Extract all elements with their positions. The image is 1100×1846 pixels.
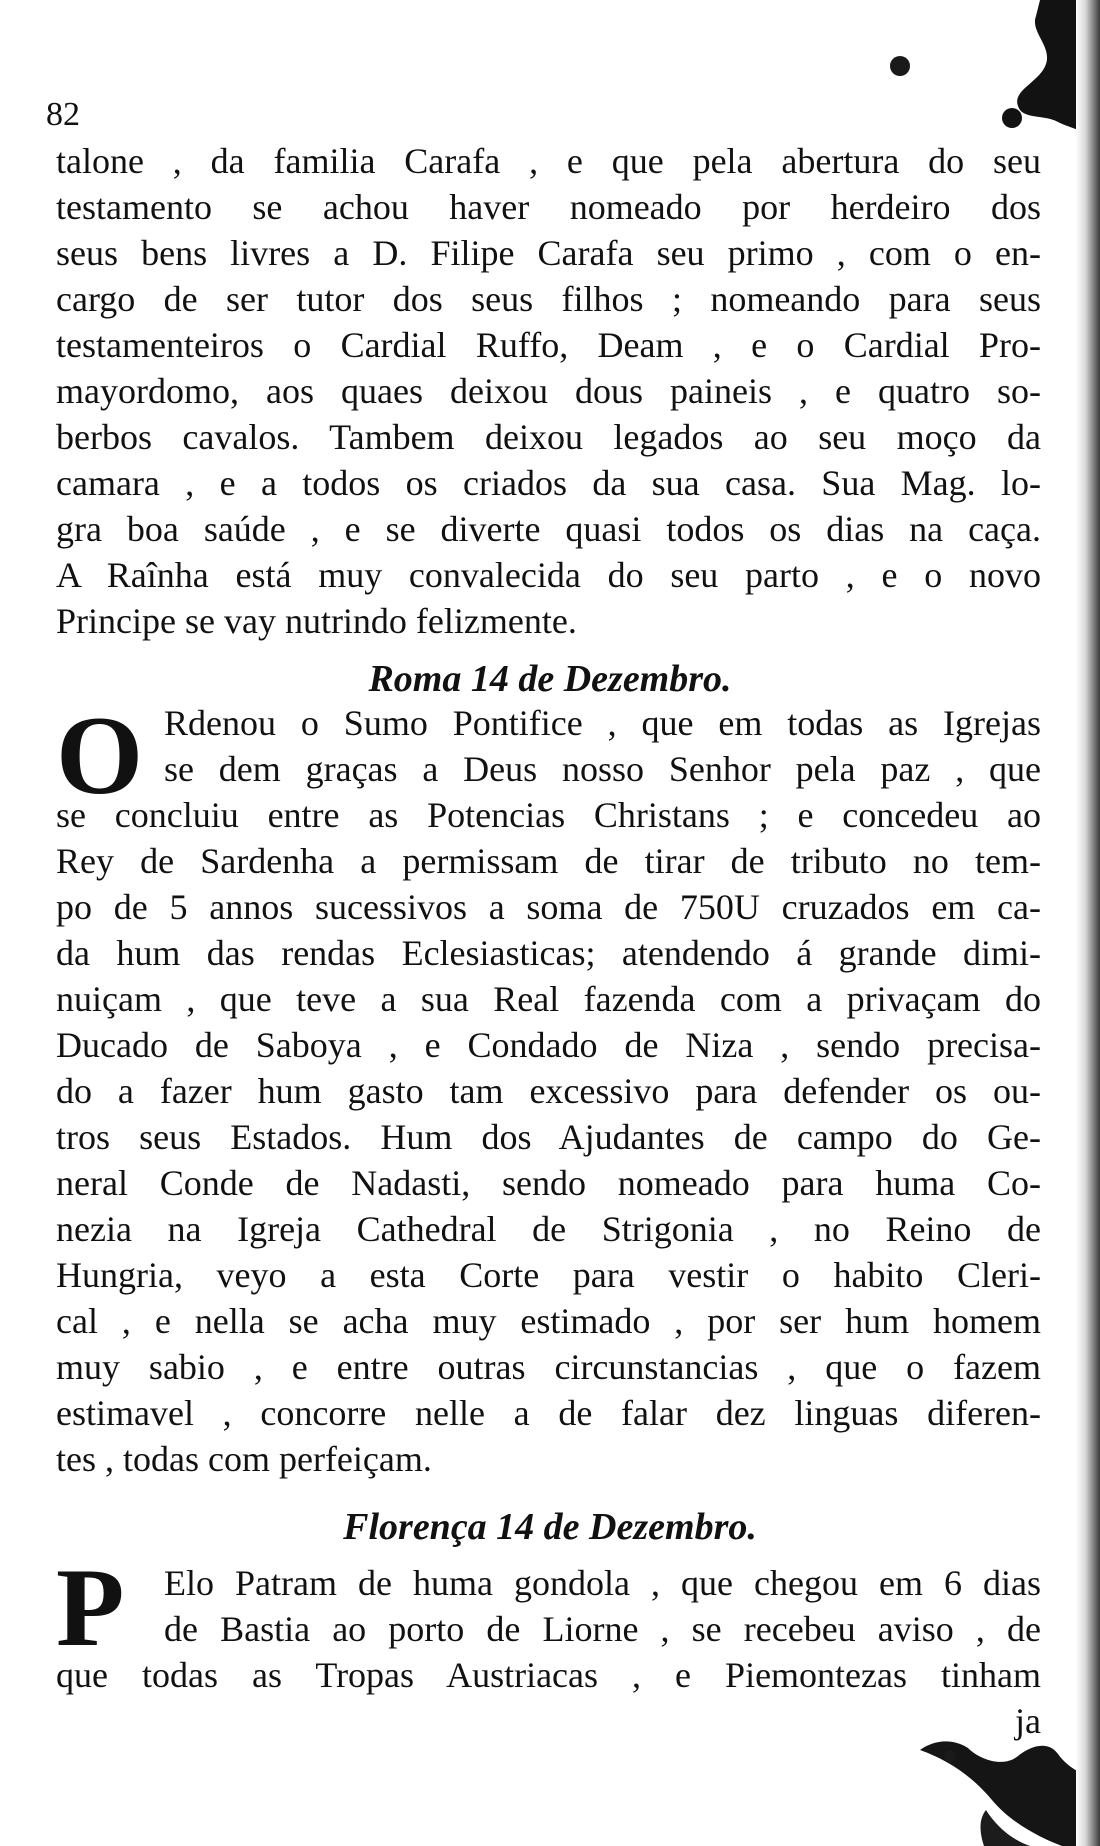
- text-line: Ducado de Saboya , e Condado de Niza , sendo precisa-: [56, 1025, 1041, 1065]
- text-line: cal , e nella se acha muy estimado , por ser hum homem: [56, 1301, 1041, 1341]
- dropcap-p: P: [56, 1546, 125, 1670]
- text-line: gra boa saúde , e se diverte quasi todos os dias na caça.: [56, 509, 1041, 549]
- text-line: cargo de ser tutor dos seus filhos ; nomeando para seus: [56, 279, 1041, 319]
- text-line: que todas as Tropas Austriacas , e Piemontezas tinham: [56, 1655, 1041, 1695]
- text-line: Rdenou o Sumo Pontifice , que em todas as Igrejas: [164, 703, 1041, 743]
- text-line: nuiçam , que teve a sua Real fazenda com a privaçam do: [56, 979, 1041, 1019]
- text-line: mayordomo, aos quaes deixou dous paineis , e quatro so-: [56, 371, 1041, 411]
- text-line: testamento se achou haver nomeado por herdeiro dos: [56, 187, 1041, 227]
- text-line: nezia na Igreja Cathedral de Strigonia , no Reino de: [56, 1209, 1041, 1249]
- paragraph-naples-continuation: [56, 138, 1041, 644]
- heading-florenca-date: Florença 14 de Dezembro.: [343, 1506, 757, 1548]
- text-line: A Raînha está muy convalecida do seu parto , e o novo: [56, 555, 1041, 595]
- text-line: estimavel , concorre nelle a de falar dez linguas diferen-: [56, 1393, 1041, 1433]
- text-line: Rey de Sardenha a permissam de tirar de tributo no tem-: [56, 841, 1041, 881]
- text-line: testamenteiros o Cardial Ruffo, Deam , e o Cardial Pro-: [56, 325, 1041, 365]
- text-line: po de 5 annos sucessivos a soma de 750U cruzados em ca-: [56, 887, 1041, 927]
- paragraph-florenca: [56, 1560, 1041, 1744]
- text-line: Elo Patram de huma gondola , que chegou em 6 dias: [164, 1563, 1041, 1603]
- text-line: se concluiu entre as Potencias Christans ; e concedeu ao: [56, 795, 1041, 835]
- text-line: da hum das rendas Eclesiasticas; atendendo á grande dimi-: [56, 933, 1041, 973]
- text-line: se dem graças a Deus nosso Senhor pela paz , que: [164, 749, 1041, 789]
- text-line: camara , e a todos os criados da sua casa. Sua Mag. lo-: [56, 463, 1041, 503]
- text-line: do a fazer hum gasto tam excessivo para defender os ou-: [56, 1071, 1041, 1111]
- text-line: Principe se vay nutrindo felizmente.: [56, 601, 577, 641]
- page-edge-shadow: [1076, 0, 1100, 1846]
- text-line: de Bastia ao porto de Liorne , se recebeu aviso , de: [164, 1609, 1041, 1649]
- dropcap-o: O: [56, 694, 144, 818]
- catchword: ja: [1015, 1701, 1041, 1741]
- text-line: muy sabio , e entre outras circunstancias , que o fazem: [56, 1347, 1041, 1387]
- text-line: seus bens livres a D. Filipe Carafa seu primo , com o en-: [56, 233, 1041, 273]
- page-number: 82: [46, 96, 80, 133]
- text-line: berbos cavalos. Tambem deixou legados ao seu moço da: [56, 417, 1041, 457]
- text-line: Hungria, veyo a esta Corte para vestir o habito Cleri-: [56, 1255, 1041, 1295]
- paragraph-roma: [56, 694, 1041, 1482]
- text-line: neral Conde de Nadasti, sendo nomeado para huma Co-: [56, 1163, 1041, 1203]
- text-line: tes , todas com perfeiçam.: [56, 1439, 432, 1479]
- heading-roma-date: Roma 14 de Dezembro.: [368, 658, 732, 700]
- text-line: talone , da familia Carafa , e que pela abertura do seu: [56, 141, 1041, 181]
- text-line: tros seus Estados. Hum dos Ajudantes de campo do Ge-: [56, 1117, 1041, 1157]
